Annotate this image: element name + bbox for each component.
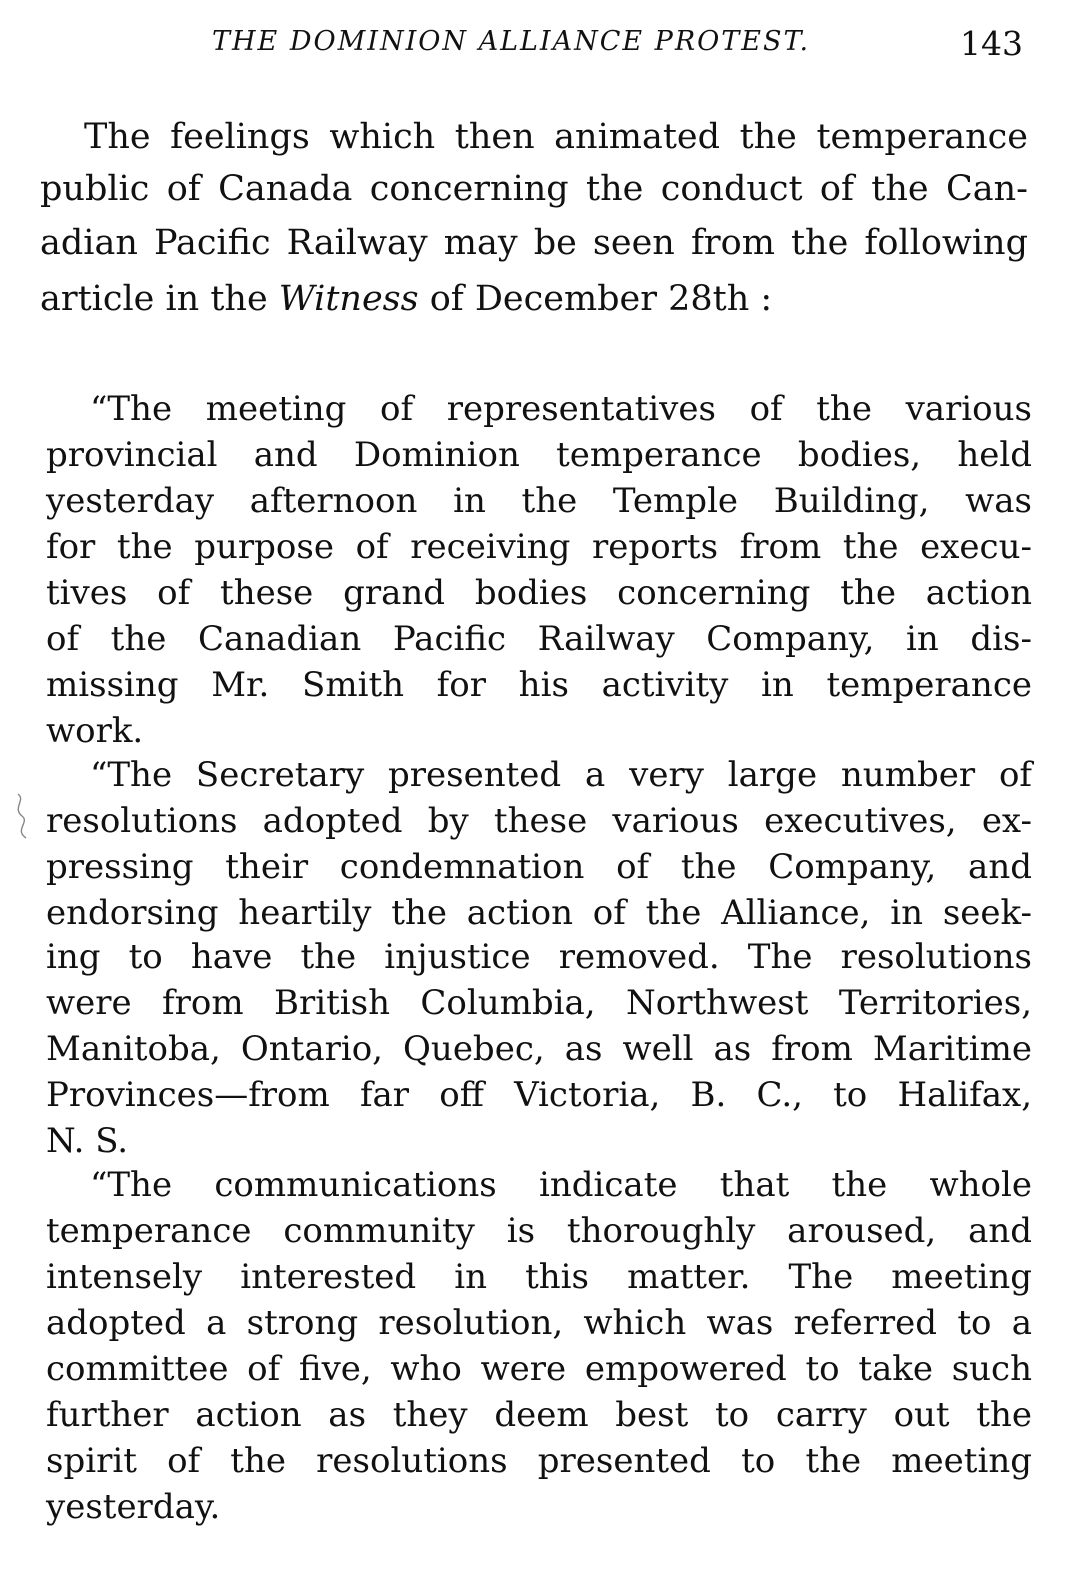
text-line: ing to have the injustice removed. The resolutions bbox=[46, 937, 1032, 977]
text-line: Provinces—from far off Victoria, B. C., to Halifax, bbox=[46, 1075, 1032, 1115]
page-number: 143 bbox=[960, 24, 1023, 63]
text-line: further action as they deem best to carry out the bbox=[46, 1395, 1032, 1435]
text-line: “The Secretary presented a very large number of bbox=[90, 755, 1032, 795]
text-line: “The meeting of representatives of the various bbox=[90, 389, 1032, 429]
text-line: The feelings which then animated the temperance bbox=[84, 117, 1028, 157]
text-run: of December 28th : bbox=[418, 279, 773, 319]
text-line: tives of these grand bodies concerning the action bbox=[46, 573, 1032, 613]
text-line bbox=[40, 279, 1028, 319]
text-line: provincial and Dominion temperance bodies, held bbox=[46, 435, 1032, 475]
text-line: yesterday afternoon in the Temple Building, was bbox=[46, 481, 1032, 521]
newspaper-title: Witness bbox=[278, 279, 419, 319]
text-line: Manitoba, Ontario, Quebec, as well as from Maritime bbox=[46, 1029, 1032, 1069]
text-line: adian Pacific Railway may be seen from the following bbox=[40, 223, 1028, 263]
text-line: “The communications indicate that the whole bbox=[90, 1165, 1032, 1205]
text-line: of the Canadian Pacific Railway Company, in dis- bbox=[46, 619, 1032, 659]
text-line: committee of five, who were empowered to take such bbox=[46, 1349, 1032, 1389]
text-line: work. bbox=[46, 711, 144, 751]
text-line: spirit of the resolutions presented to the meeting bbox=[46, 1441, 1032, 1481]
margin-mark bbox=[4, 790, 44, 850]
text-line: N. S. bbox=[46, 1121, 129, 1161]
text-line: missing Mr. Smith for his activity in temperance bbox=[46, 665, 1032, 705]
text-line: public of Canada concerning the conduct of the Can- bbox=[40, 169, 1028, 209]
text-run: article in the bbox=[40, 279, 279, 319]
text-line: for the purpose of receiving reports from the execu- bbox=[46, 527, 1032, 567]
text-line: adopted a strong resolution, which was referred to a bbox=[46, 1303, 1032, 1343]
text-line: were from British Columbia, Northwest Territories, bbox=[46, 983, 1032, 1023]
text-line: endorsing heartily the action of the Alliance, in seek- bbox=[46, 893, 1032, 933]
text-line: resolutions adopted by these various executives, ex- bbox=[46, 801, 1032, 841]
text-line: pressing their condemnation of the Company, and bbox=[46, 847, 1032, 887]
running-head: THE DOMINION ALLIANCE PROTEST. bbox=[212, 26, 811, 57]
text-line: yesterday. bbox=[46, 1487, 221, 1527]
text-line: temperance community is thoroughly aroused, and bbox=[46, 1211, 1032, 1251]
text-line: intensely interested in this matter. The meeting bbox=[46, 1257, 1032, 1297]
